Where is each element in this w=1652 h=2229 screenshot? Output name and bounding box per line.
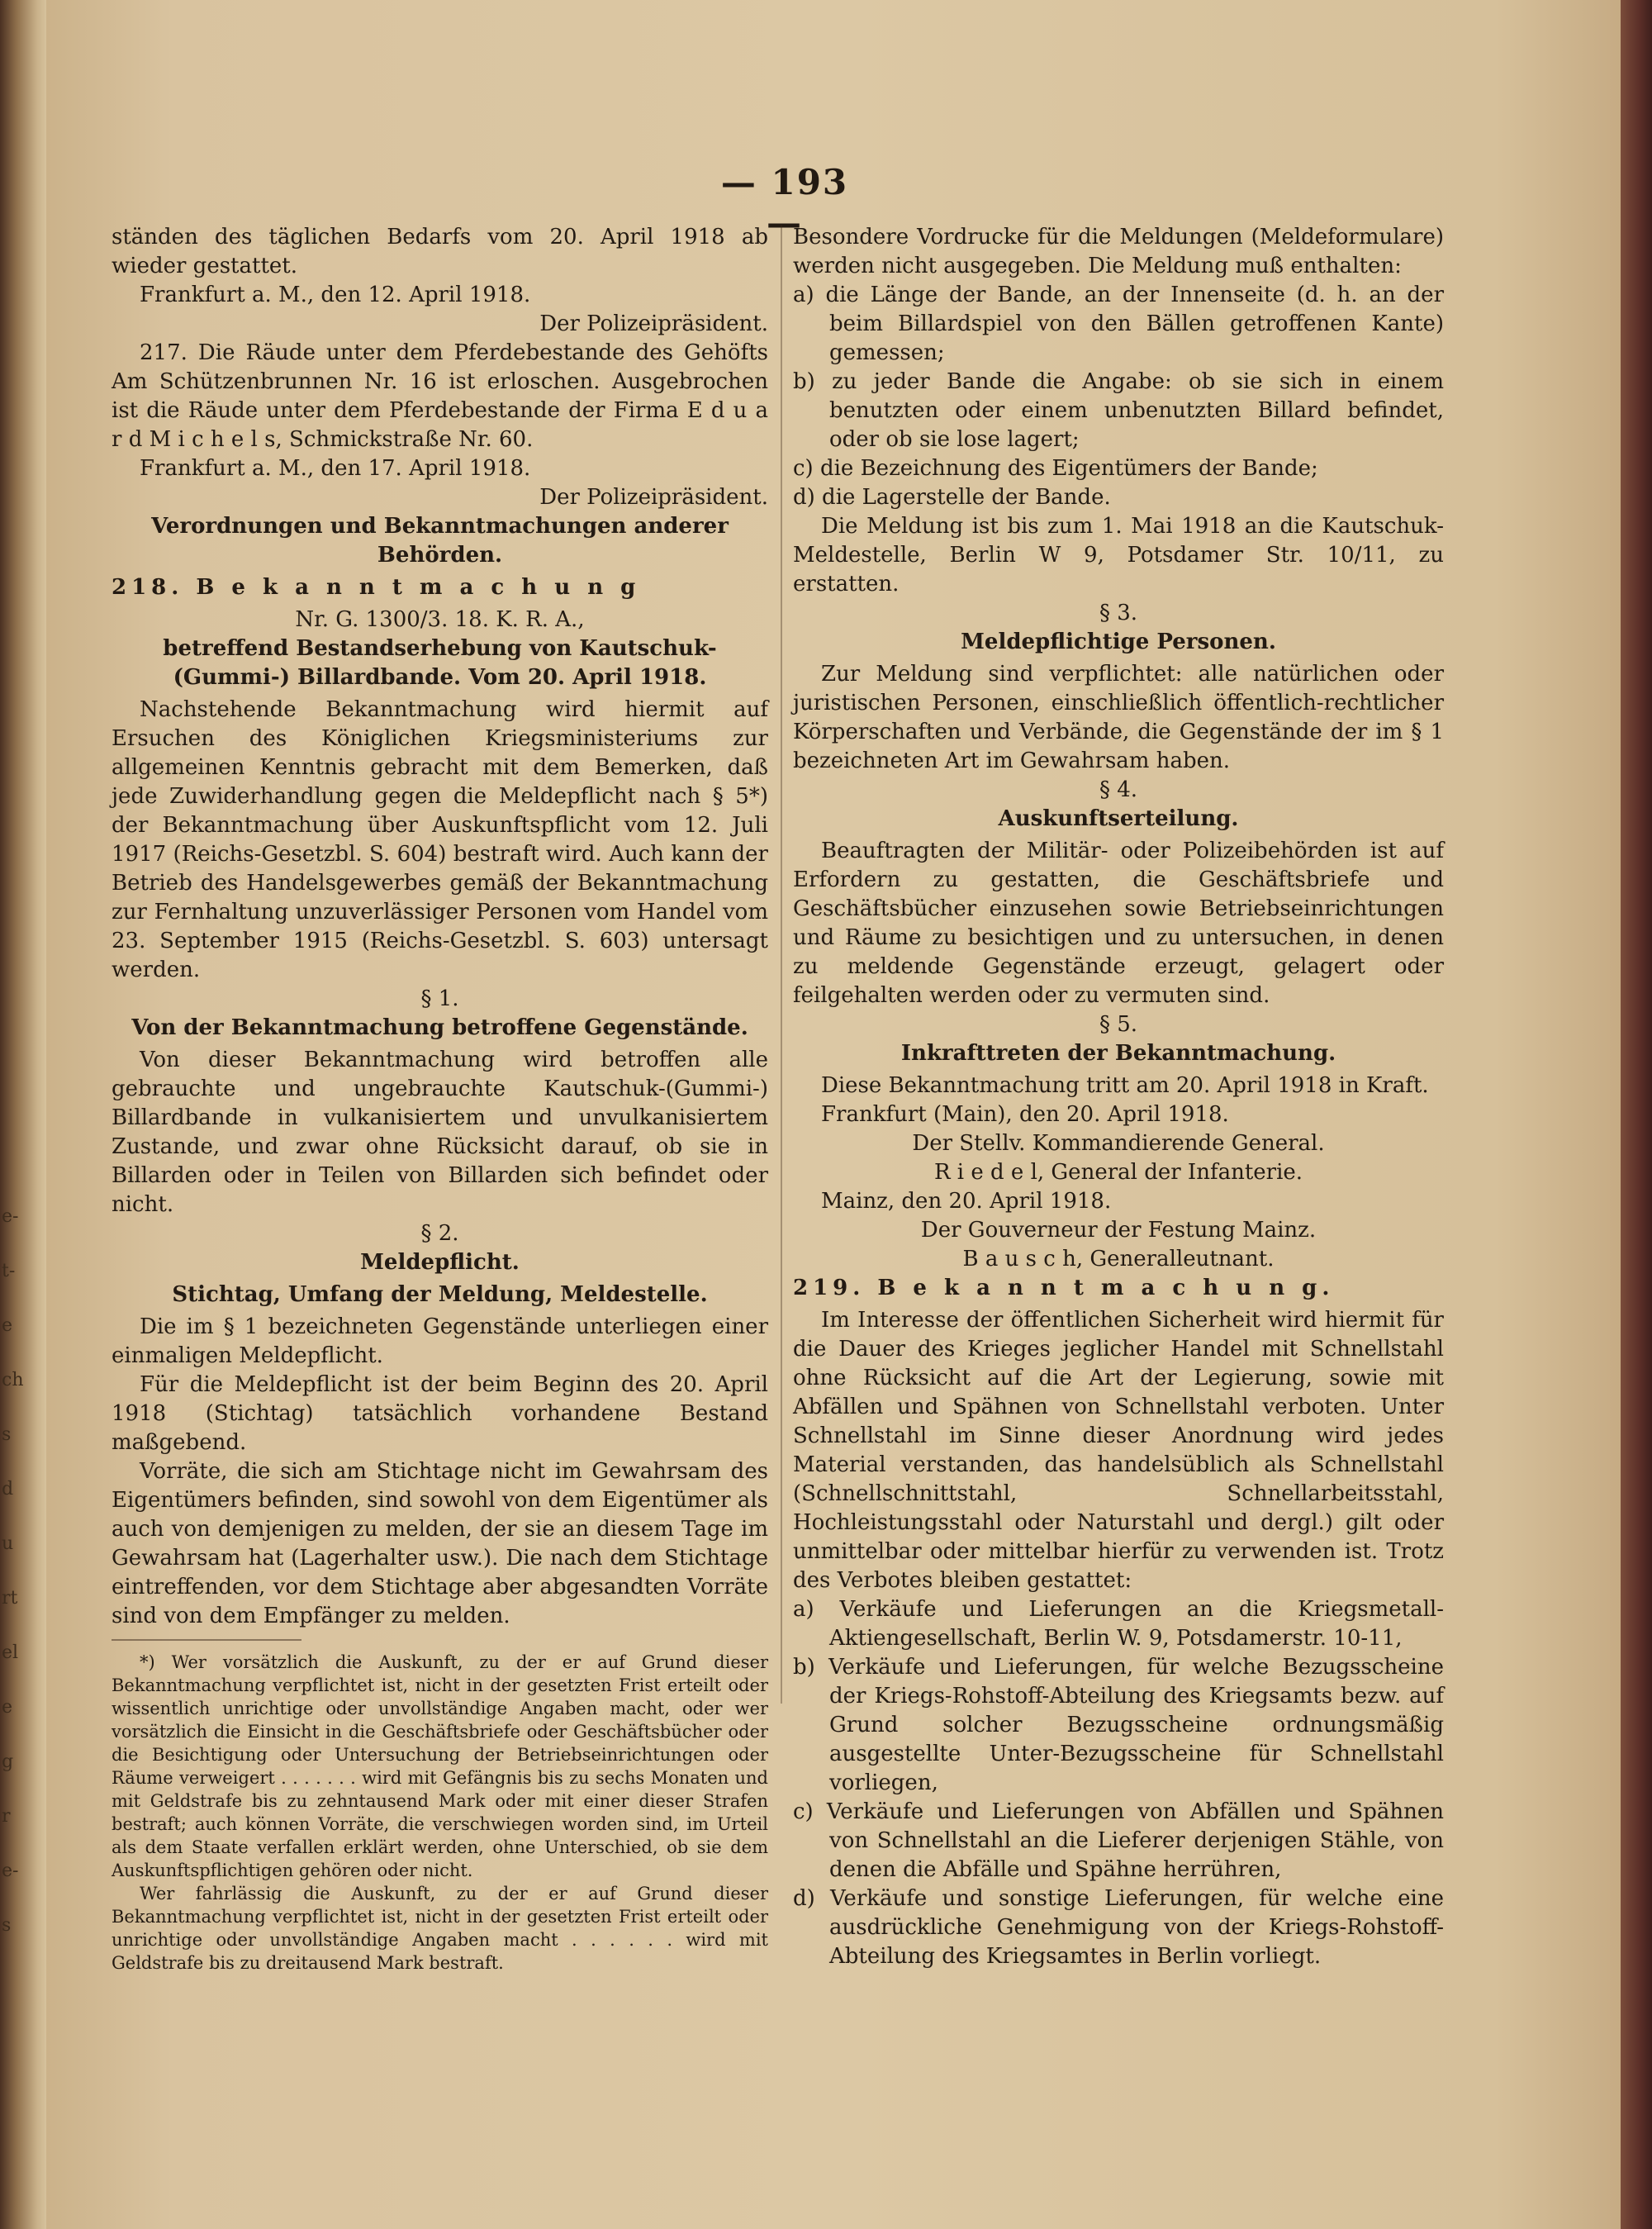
left_column-paragraph: 217. Die Räude unter dem Pferdebestande des Gehöfts Am Schützenbrunnen Nr. 16 ist erloschen. Ausgebrochen ist die Räude unter dem Pferdebestande der Firma E d u a r d M i c h e l s, Schmickstraße Nr. 60. [112,340,768,452]
right-column [793,223,1444,1971]
left_column-signature: Der Polizeipräsident. [539,311,768,336]
left_column-paragraph: Für die Meldepflicht ist der beim Beginn des 20. April 1918 (Stichtag) tatsächlich vorhandene Bestand maßgebend. [112,1372,768,1455]
left_column-paragraph: Die im § 1 bezeichneten Gegenstände unterliegen einer einmaligen Meldepflicht. [112,1314,768,1368]
right_column-notice-heading: 219. B e k a n n t m a c h u n g. [793,1276,1335,1300]
right_column-centered-line: § 5. [1099,1012,1138,1037]
right_column-paragraph: Zur Meldung sind verpflichtet: alle natürlichen oder juristischen Personen, einschließlich öffentlich-rechtlicher Körperschaften und Verbände, die Gegenstände der im § 1 bezeichneten Art im Gewahrsam haben. [793,662,1444,773]
edge-text-fragment: g [2,1751,14,1772]
footnote: *) Wer vorsätzlich die Auskunft, zu der er auf Grund dieser Bekanntmachung verpflichtet ist, nicht in der gesetzten Frist erteilt oder wissentlich unrichtige oder unvollständige Angaben macht, oder wer vorsätzlich die Einsicht in die Geschäftsbriefe oder Geschäftsbücher oder die Besichtigung oder Untersuchung der Betriebseinrichtungen oder Räume verweigert . . . . . . . wird mit Gefängnis bis zu sechs Monaten und mit Geldstrafe bis zu zehntausend Mark oder mit einer dieser Strafen bestraft; auch können Vorräte, die verschwiegen worden sind, im Urteil als dem Staate verfallen erklärt werden, ohne Unterschied, ob sie dem Auskunftspflichtigen gehören oder nicht. [112,1652,768,1880]
right_column-centered-line: B a u s c h, Generalleutnant. [962,1247,1275,1271]
left_column-section-heading: Meldepflicht. [360,1250,520,1275]
right_column-paragraph: Beauftragten der Militär- oder Polizeibehörden ist auf Erfordern zu gestatten, die Geschäftsbriefe und Geschäftsbücher einzusehen sowie Betriebseinrichtungen und Räume zu besichtigen und zu untersuchen, in denen zu meldende Gegenstände erzeugt, gelagert oder feilgehalten werden oder zu vermuten sind. [793,839,1444,1008]
left-page-edge [0,0,46,2229]
right_column-list-item: c) Verkäufe und Lieferungen von Abfällen und Spähnen von Schnellstahl an die Lieferer derjenigen Stähle, von denen die Abfälle und Spähne herrühren, [793,1799,1444,1882]
left_column-centered-line: § 2. [420,1221,459,1246]
right_column-paragraph: Diese Bekanntmachung tritt am 20. April 1918 in Kraft. [821,1073,1429,1098]
right_column-centered-line: § 4. [1099,777,1138,802]
edge-text-fragment: e [2,1697,13,1718]
edge-text-fragment: s [2,1915,12,1936]
right_column-centered-line: § 3. [1099,601,1138,625]
right_column-centered-line: Der Stellv. Kommandierende General. [912,1131,1325,1156]
footnotes [112,1646,768,1975]
footnote-rule [112,1639,301,1646]
left-column [112,223,768,1975]
edge-text-fragment: el [2,1642,19,1663]
footnote: Wer fahrlässig die Auskunft, zu der er auf Grund dieser Bekanntmachung verpflichtet ist, nicht in der gesetzten Frist erteilt oder unrichtige oder unvollständige Angaben macht . . . . . . wird mit Geldstrafe bis zu dreitausend Mark bestraft. [112,1884,768,1973]
right_column-list-item: c) die Bezeichnung des Eigentümers der Bande; [793,456,1318,481]
right_column-list-item: b) Verkäufe und Lieferungen, für welche Bezugsscheine der Kriegs-Rohstoff-Abteilung des Kriegsamts bezw. auf Grund solcher Bezugsscheine ordnungsmäßig ausgestellte Unter-Bezugsscheine für Schnellstahl vorliegen, [793,1655,1444,1795]
column-divider [781,225,782,1704]
edge-text-fragment: e [2,1315,13,1336]
left_column-paragraph: ständen des täglichen Bedarfs vom 20. April 1918 ab wieder gestattet. [112,225,768,278]
left_column-centered-line: Nr. G. 1300/3. 18. K. R. A., [295,607,585,632]
edge-text-fragment: r [2,1806,11,1827]
right_column-section-heading: Inkrafttreten der Bekanntmachung. [900,1041,1336,1066]
book-binding-edge [1621,0,1652,2229]
right_column-paragraph: Die Meldung ist bis zum 1. Mai 1918 an die Kautschuk-Meldestelle, Berlin W 9, Potsdamer Str. 10/11, zu erstatten. [793,514,1444,596]
right_column-paragraph: Frankfurt (Main), den 20. April 1918. [821,1102,1229,1127]
edge-text-fragment: ch [2,1370,24,1390]
left_column-paragraph: Vorräte, die sich am Stichtage nicht im Gewahrsam des Eigentümers befinden, sind sowohl von dem Eigentümer als auch von demjenigen zu melden, der sie an diesem Tage im Gewahrsam hat (Lagerhalter usw.). Die nach dem Stichtage eintreffenden, vor dem Stichtage aber abgesandten Vorräte sind von dem Empfänger zu melden. [112,1459,768,1628]
edge-text-fragment: t- [2,1261,16,1281]
edge-text-fragment: d [2,1479,14,1499]
edge-text-fragment: e- [2,1861,19,1881]
page-number: — 193 — [720,162,849,243]
right_column-centered-line: R i e d e l, General der Infanterie. [933,1160,1303,1185]
right_column-list-item: d) Verkäufe und sonstige Lieferungen, für welche eine ausdrückliche Genehmigung von der Kriegs-Rohstoff-Abteilung des Kriegsamtes in Berlin vorliegt. [793,1886,1444,1969]
left_column-centered-line: § 1. [420,986,459,1011]
left_column-notice-heading: 218. B e k a n n t m a c h u n g [112,575,641,600]
left_column-paragraph: Frankfurt a. M., den 12. April 1918. [140,283,531,307]
left_column-paragraph: Frankfurt a. M., den 17. April 1918. [140,456,531,481]
edge-text-fragment: rt [2,1588,18,1609]
left_column-section-heading: Verordnungen und Bekanntmachungen anderer Behörden. [151,514,729,568]
left_column-paragraph: Nachstehende Bekanntmachung wird hiermit auf Ersuchen des Königlichen Kriegsministeriums zur allgemeinen Kenntnis gebracht mit dem Bemerken, daß jede Zuwiderhandlung gegen die Meldepflicht nach § 5*) der Bekanntmachung über Auskunftspflicht vom 12. Juli 1917 (Reichs-Gesetzbl. S. 604) bestraft wird. Auch kann der Betrieb des Handelsgewerbes gemäß der Bekanntmachung zur Fernhaltung unzuverlässiger Personen vom Handel vom 23. September 1915 (Reichs-Gesetzbl. S. 603) untersagt werden. [112,697,768,982]
right_column-section-heading: Meldepflichtige Personen. [961,630,1276,654]
left_column-section-heading: betreffend Bestandserhebung von Kautschuk-(Gummi-) Billardbande. Vom 20. April 1918. [163,636,717,690]
edge-text-fragment: e- [2,1206,19,1227]
right_column-centered-line: Der Gouverneur der Festung Mainz. [920,1218,1317,1243]
right_column-list-item: d) die Lagerstelle der Bande. [793,485,1111,510]
right_column-paragraph: Mainz, den 20. April 1918. [821,1189,1112,1214]
edge-text-fragment: u [2,1533,14,1554]
right_column-list-item: a) Verkäufe und Lieferungen an die Kriegsmetall-Aktiengesellschaft, Berlin W. 9, Potsdamerstr. 10-11, [793,1597,1444,1651]
right_column-paragraph: Besondere Vordrucke für die Meldungen (Meldeformulare) werden nicht ausgegeben. Die Meldung muß enthalten: [793,225,1444,278]
right_column-paragraph: Im Interesse der öffentlichen Sicherheit wird hiermit für die Dauer des Krieges jeglicher Handel mit Schnellstahl ohne Rücksicht auf die Art der Legierung, sowie mit Abfällen und Spähnen von Schnellstahl verboten. Unter Schnellstahl im Sinne dieser Anordnung wird jedes Material verstanden, das handelsüblich als Schnellstahl (Schnellschnittstahl, Schnellarbeitsstahl, Hochleistungsstahl oder Naturstahl und dergl.) gilt oder unmittelbar oder mittelbar hierfür zu verwenden ist. Trotz des Verbotes bleiben gestattet: [793,1308,1444,1593]
edge-text-fragment: s [2,1424,12,1445]
right_column-section-heading: Auskunftserteilung. [998,806,1239,831]
left_column-paragraph: Von dieser Bekanntmachung wird betroffen alle gebrauchte und ungebrauchte Kautschuk-(Gummi-) Billardbande in vulkanisiertem und unvulkanisiertem Zustande, und zwar ohne Rücksicht darauf, ob sie in Billarden oder in Teilen von Billarden sich befindet oder nicht. [112,1048,768,1217]
right_column-list-item: a) die Länge der Bande, an der Innenseite (d. h. an der beim Billardspiel von den Bällen getroffenen Kante) gemessen; [793,283,1444,365]
left_column-section-heading: Stichtag, Umfang der Meldung, Meldestelle. [172,1282,708,1307]
left_column-section-heading: Von der Bekanntmachung betroffene Gegenstände. [131,1015,748,1040]
right_column-list-item: b) zu jeder Bande die Angabe: ob sie sich in einem benutzten oder einem unbenutzten Billard befindet, oder ob sie lose lagert; [793,369,1444,452]
left_column-signature: Der Polizeipräsident. [539,485,768,510]
